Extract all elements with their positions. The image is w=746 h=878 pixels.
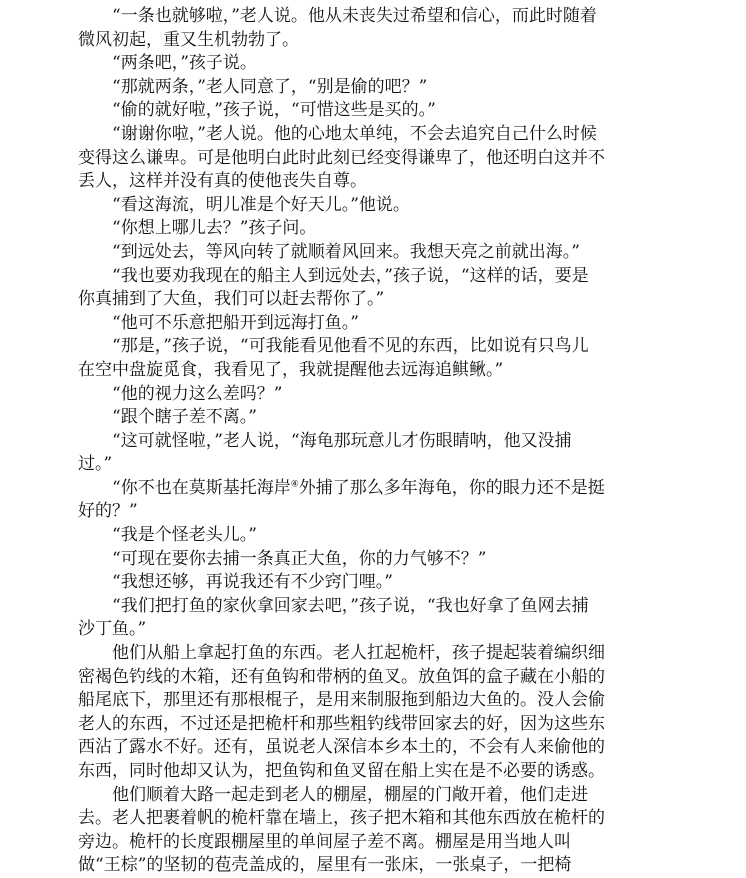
text-line: 去。老人把裹着帆的桅杆靠在墙上，孩子把木箱和其他东西放在桅杆的 [78, 808, 605, 829]
text-line: “我是个怪老头儿。” [112, 525, 257, 546]
paragraph [78, 217, 698, 241]
text-line: 你真捕到了大鱼，我们可以赶去帮你了。” [78, 289, 385, 310]
paragraph [78, 241, 698, 265]
paragraph [78, 430, 698, 477]
paragraph [78, 477, 698, 524]
text-line: “我想还够，再说我还有不少窍门哩。” [112, 572, 393, 593]
text-line: 东西，同时他却又认为，把鱼钩和鱼叉留在船上实在是不必要的诱惑。 [78, 761, 605, 781]
text-line: 过。” [78, 454, 113, 475]
text-line: “那就两条，”老人同意了，“别是偷的吧？” [112, 76, 428, 97]
text-line: “一条也就够啦，”老人说。他从未丧失过希望和信心，而此时随着 [112, 6, 597, 26]
text-line: 沙丁鱼。” [78, 619, 147, 640]
text-line: 微风初起，重又生机勃勃了。 [78, 29, 299, 50]
text-line: “这可就怪啦，”老人说，“海龟那玩意儿才伤眼睛呐，他又没捕 [112, 430, 572, 451]
paragraph [78, 524, 698, 548]
paragraph [78, 548, 698, 572]
text-line: “看这海流，明儿准是个好天儿。”他说。 [112, 194, 410, 215]
text-fragment: “你不也在莫斯基托海岸 [112, 477, 291, 498]
paragraph [78, 571, 698, 595]
text-line: 旁边。桅杆的长度跟棚屋里的单间屋子差不离。棚屋是用当地人叫 [78, 831, 571, 852]
text-line: “两条吧，”孩子说。 [112, 53, 257, 74]
paragraph [78, 76, 698, 100]
text-fragment: 外捕了那么多年海龟，你的眼力还不是挺 [298, 477, 605, 498]
text-line: “那是，”孩子说，“可我能看见他看不见的东西，比如说有只鸟儿 [112, 336, 589, 357]
text-line: 在空中盘旋觅食，我看见了，我就提醒他去远海追鲯鳅。” [78, 359, 504, 380]
text-line: “可现在要你去捕一条真正大鱼，你的力气够不？” [112, 548, 487, 569]
text-line: 密褐色钓线的木箱，还有鱼钩和带柄的鱼叉。放鱼饵的盒子藏在小船的 [78, 666, 605, 687]
document-body [78, 5, 698, 878]
paragraph [78, 99, 698, 123]
paragraph [78, 335, 698, 382]
paragraph [78, 123, 698, 194]
text-line: 好的？” [78, 501, 138, 522]
text-line: 船尾底下，那里还有那根棍子，是用来制服拖到船边大鱼的。没人会偷 [78, 690, 605, 711]
text-line: “他可不乐意把船开到远海打鱼。” [112, 312, 359, 333]
text-line: 他们从船上拿起打鱼的东西。老人扛起桅杆，孩子提起装着编织细 [112, 643, 605, 664]
text-line: 变得这么谦卑。可是他明白此时此刻已经变得谦卑了，他还明白这并不 [78, 147, 605, 168]
text-line: “我们把打鱼的家伙拿回家去吧，”孩子说，“我也好拿了鱼网去捕 [112, 595, 589, 616]
footnote-marker: ④ [290, 479, 299, 490]
text-line: “你想上哪儿去？”孩子问。 [112, 218, 317, 239]
text-line: 丢人，这样并没有真的使他丧失自尊。 [78, 171, 367, 192]
paragraph [78, 265, 698, 312]
text-line: “谢谢你啦，”老人说。他的心地太单纯，不会去追究自己什么时候 [112, 123, 597, 144]
text-line: 他们顺着大路一起走到老人的棚屋，棚屋的门敞开着，他们走进 [112, 784, 588, 805]
paragraph [78, 406, 698, 430]
text-line: 西沾了露水不好。还有，虽说老人深信本乡本土的，不会有人来偷他的 [78, 737, 605, 758]
paragraph [78, 595, 698, 642]
paragraph [78, 784, 698, 878]
text-line [78, 477, 698, 501]
text-line: “到远处去，等风向转了就顺着风回来。我想天亮之前就出海。” [112, 241, 580, 262]
paragraph [78, 383, 698, 407]
text-line: “我也要劝我现在的船主人到远处去，”孩子说，“这样的话，要是 [112, 265, 589, 286]
text-line: 做“王棕”的坚韧的苞壳盖成的，屋里有一张床，一张桌子，一把椅 [78, 855, 572, 876]
paragraph [78, 312, 698, 336]
text-line: 老人的东西，不过还是把桅杆和那些粗钓线带回家去的好，因为这些东 [78, 713, 605, 734]
paragraph [78, 52, 698, 76]
text-line: “偷的就好啦，”孩子说，“可惜这些是买的。” [112, 100, 436, 121]
text-line: “他的视力这么差吗？” [112, 383, 283, 404]
text-line: “跟个瞎子差不离。” [112, 407, 257, 428]
paragraph [78, 642, 698, 784]
paragraph [78, 194, 698, 218]
paragraph [78, 5, 698, 52]
